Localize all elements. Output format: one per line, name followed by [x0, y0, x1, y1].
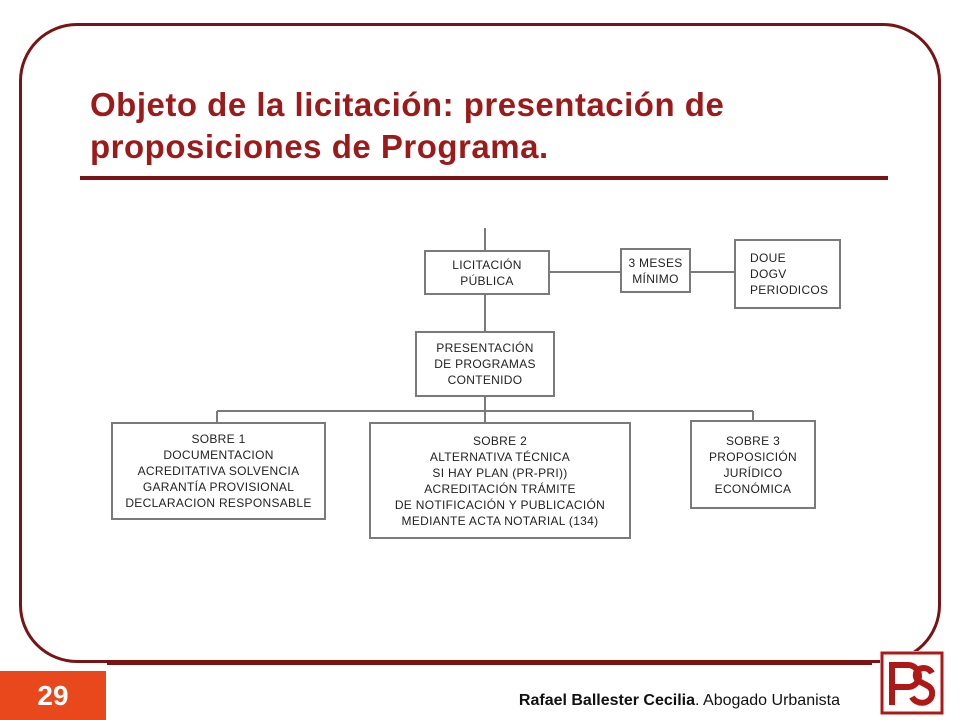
box-presentacion-line: CONTENIDO: [447, 373, 523, 387]
box-sobre3-line: ECONÓMICA: [714, 481, 792, 496]
footer-role: Abogado Urbanista: [703, 692, 840, 709]
box-sobre2-line: SOBRE 2: [472, 433, 528, 448]
box-meses: [620, 248, 691, 293]
page-number-badge: [0, 671, 106, 720]
box-presentacion-line: PRESENTACIÓN: [436, 341, 534, 355]
box-publicacion: [734, 239, 841, 309]
box-sobre3-line: SOBRE 3: [725, 433, 781, 448]
footer-author: Rafael Ballester Cecilia: [518, 692, 695, 709]
box-sobre1-line: DECLARACION RESPONSABLE: [125, 496, 312, 510]
box-sobre3-line: PROPOSICIÓN: [709, 449, 797, 464]
box-sobre1: [111, 422, 326, 520]
box-sobre1-line: ACREDITATIVA SOLVENCIA: [137, 464, 300, 478]
box-licitacion-line: PÚBLICA: [460, 273, 514, 288]
box-sobre2-line: ALTERNATIVA TÉCNICA: [429, 449, 571, 464]
box-sobre3-line: JURÍDICO: [723, 465, 783, 480]
box-sobre3: [690, 420, 816, 509]
footer-divider: [107, 663, 872, 665]
box-presentacion-line: DE PROGRAMAS: [434, 357, 536, 371]
footer-credit: [420, 692, 840, 710]
box-licitacion: [424, 250, 550, 295]
box-licitacion-line: LICITACIÓN: [452, 257, 522, 272]
slide-title: Objeto de la licitación: presentación de proposiciones de Programa.: [90, 86, 725, 165]
box-publicacion-line: PERIODICOS: [750, 283, 829, 297]
box-publicacion-line: DOGV: [750, 267, 787, 281]
box-sobre2-line: SI HAY PLAN (PR-PRI)): [432, 465, 568, 480]
box-sobre2: [369, 422, 631, 539]
page-number: 29: [37, 679, 69, 711]
box-meses-line: 3 MESES: [628, 255, 683, 270]
box-meses-line: MÍNIMO: [632, 271, 679, 286]
box-sobre1-line: DOCUMENTACION: [163, 448, 274, 462]
footer-separator: .: [695, 692, 704, 709]
box-sobre2-line: ACREDITACIÓN TRÁMITE: [424, 481, 576, 496]
box-sobre2-line: DE NOTIFICACIÓN Y PUBLICACIÓN: [394, 497, 606, 512]
box-sobre2-line: MEDIANTE ACTA NOTARIAL (134): [401, 513, 599, 528]
box-sobre1-line: SOBRE 1: [191, 432, 246, 446]
box-publicacion-line: DOUE: [750, 251, 786, 265]
ps-logo-icon: [880, 651, 944, 715]
box-presentacion: [415, 331, 555, 397]
box-sobre1-line: GARANTÍA PROVISIONAL: [142, 480, 295, 494]
